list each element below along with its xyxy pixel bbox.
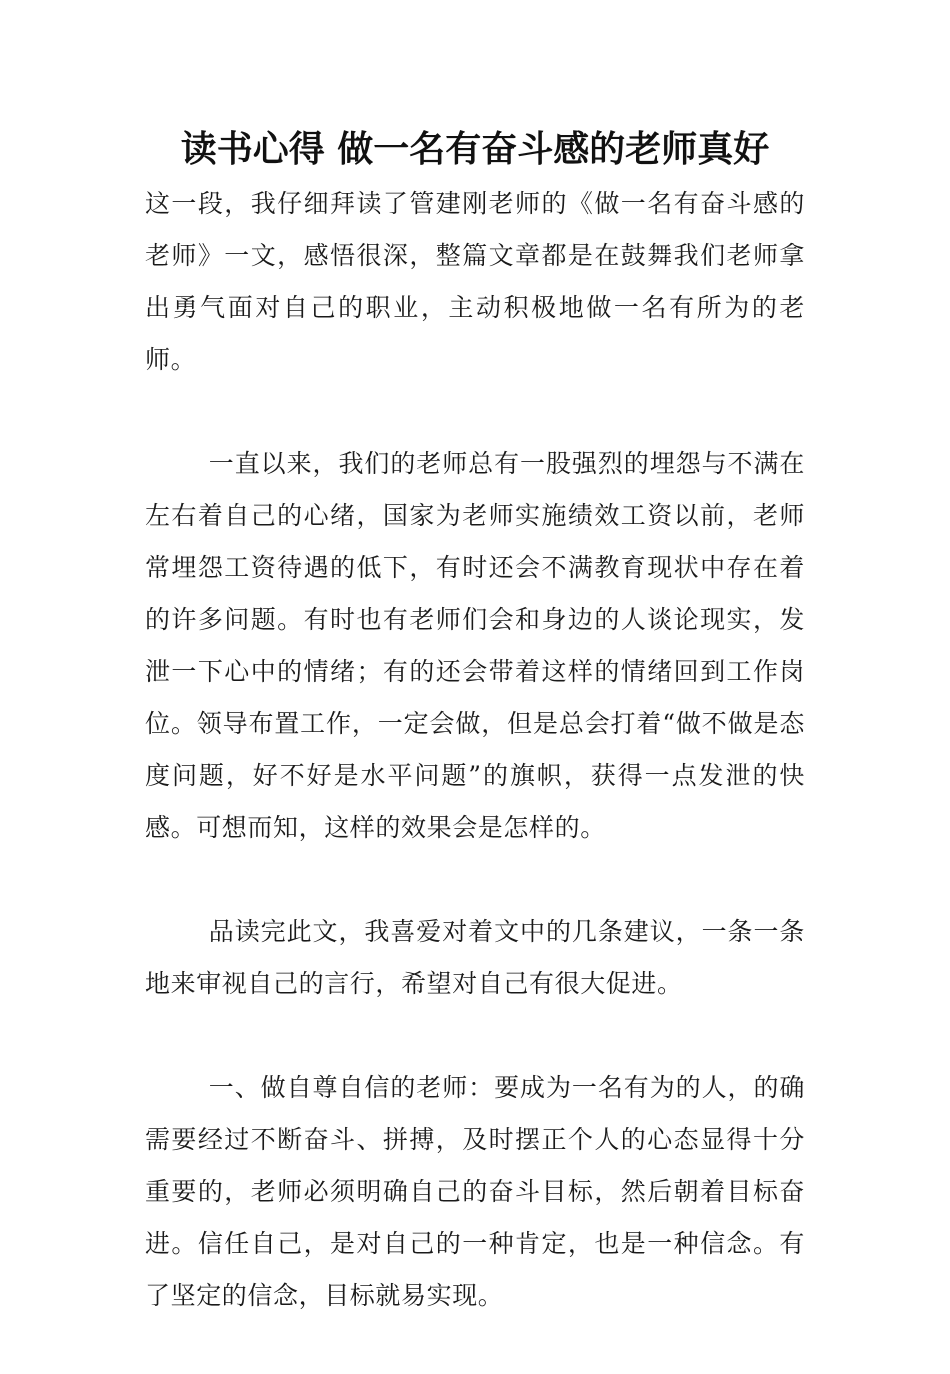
paragraph-complaints: 一直以来，我们的老师总有一股强烈的埋怨与不满在左右着自己的心绪，国家为老师实施绩效工资以前，老师常埋怨工资待遇的低下，有时还会不满教育现状中存在着的许多问题。有时也有老师们会和身边的人谈论现实，发泄一下心中的情绪；有的还会带着这样的情绪回到工作岗位。领导布置工作，一定会做，但是总会打着“做不做是态度问题，好不好是水平问题”的旗帜，获得一点发泄的快感。可想而知，这样的效果会是怎样的。 bbox=[145, 449, 805, 842]
paragraph-point-one: 一、做自尊自信的老师：要成为一名有为的人，的确需要经过不断奋斗、拼搏，及时摆正个人的心态显得十分重要的，老师必须明确自己的奋斗目标，然后朝着目标奋进。信任自己，是对自己的一种肯定，也是一种信念。有了坚定的信念，目标就易实现。 bbox=[145, 1073, 805, 1310]
document-title: 读书心得 做一名有奋斗感的老师真好 bbox=[180, 129, 770, 170]
paragraph-reflection: 品读完此文，我喜爱对着文中的几条建议，一条一条地来审视自己的言行，希望对自己有很大促进。 bbox=[145, 917, 805, 998]
paragraph-intro: 这一段，我仔细拜读了管建刚老师的《做一名有奋斗感的老师》一文，感悟很深，整篇文章都是在鼓舞我们老师拿出勇气面对自己的职业，主动积极地做一名有所为的老师。 bbox=[145, 189, 805, 374]
document-body bbox=[145, 178, 805, 1374]
